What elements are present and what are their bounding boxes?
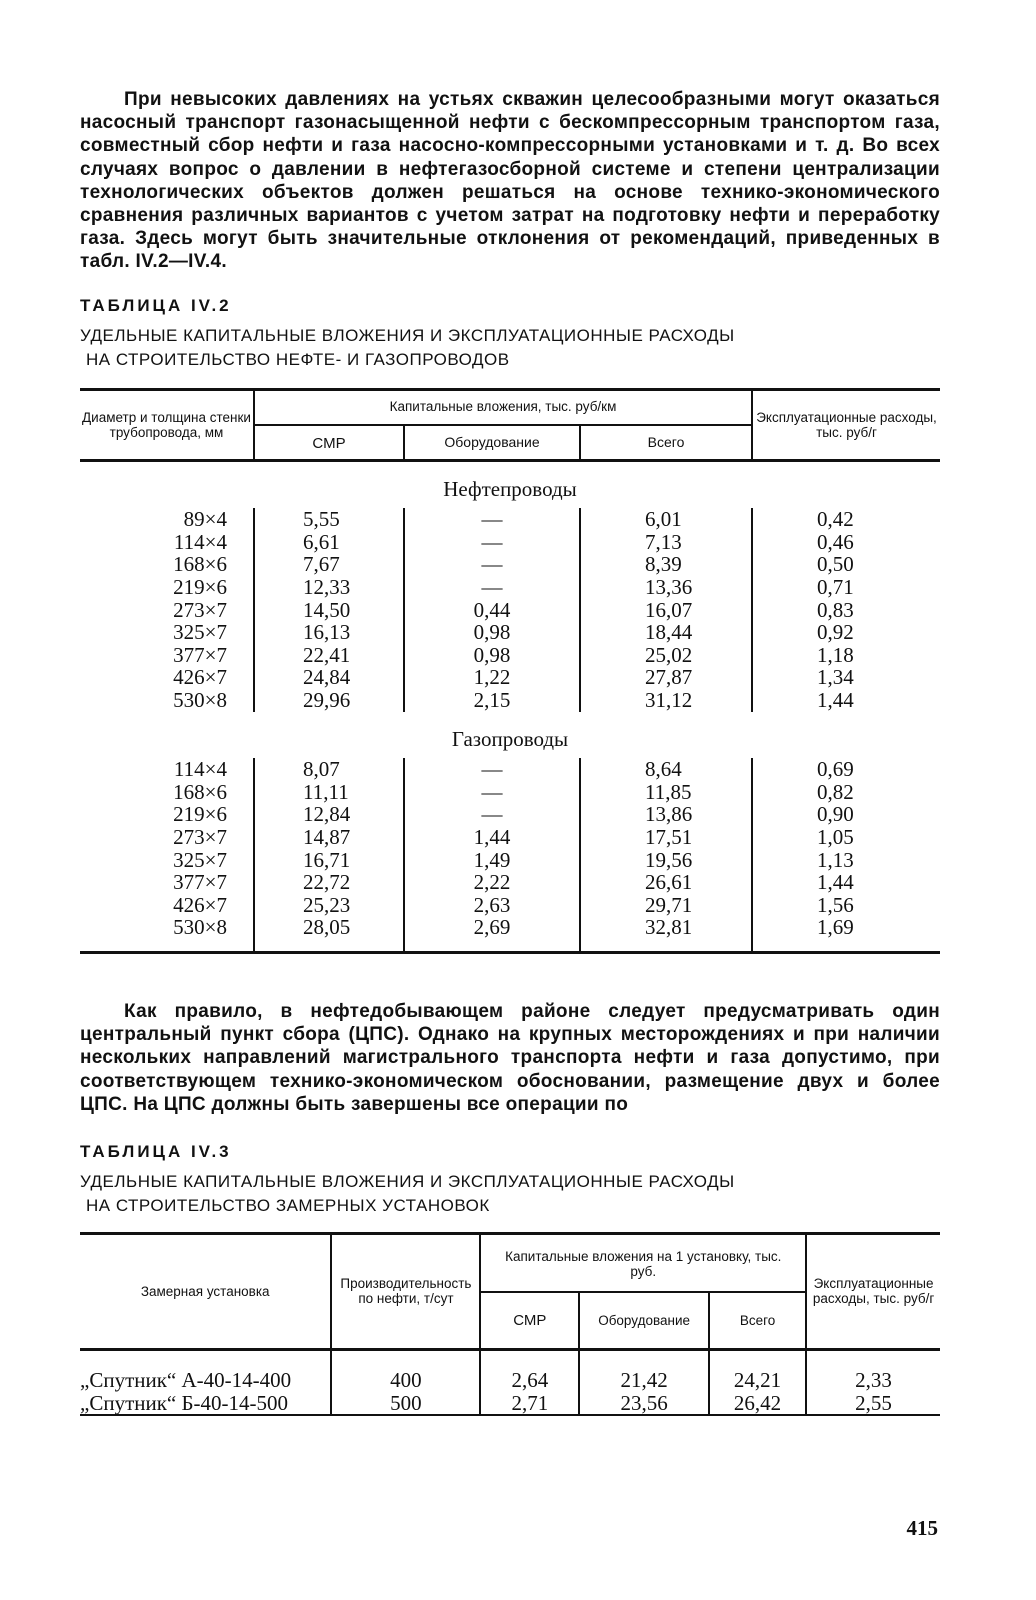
table-cell: 2,55 bbox=[806, 1392, 940, 1416]
header-capacity: Производительность по нефти, т/сут bbox=[331, 1233, 480, 1349]
table-cell: 219×6 bbox=[173, 802, 227, 827]
table-row bbox=[80, 689, 940, 712]
table-cell: 7,67 bbox=[254, 553, 404, 576]
table-cell: 2,22 bbox=[404, 871, 580, 894]
table-cell: 2,63 bbox=[404, 894, 580, 917]
section-title: Нефтепроводы bbox=[443, 476, 577, 501]
table-cell: 500 bbox=[331, 1392, 480, 1416]
table-cell: — bbox=[404, 553, 580, 576]
header-total3: Всего bbox=[709, 1292, 806, 1350]
table-cell: 13,36 bbox=[580, 576, 752, 599]
table-cell: 21,42 bbox=[579, 1349, 709, 1391]
table-cell: 400 bbox=[331, 1349, 480, 1391]
table-cell: 32,81 bbox=[580, 916, 752, 952]
table-row bbox=[80, 508, 940, 531]
table-cell: 325×7 bbox=[173, 847, 227, 872]
table-row bbox=[80, 621, 940, 644]
table-row bbox=[80, 803, 940, 826]
table-iv3-title-line2: НА СТРОИТЕЛЬСТВО ЗАМЕРНЫХ УСТАНОВОК bbox=[86, 1195, 490, 1215]
table-cell: 0,82 bbox=[752, 781, 940, 804]
table-cell: 114×4 bbox=[173, 757, 227, 782]
table-cell: 23,56 bbox=[579, 1392, 709, 1416]
table-cell: 426×7 bbox=[173, 665, 227, 690]
table-cell: — bbox=[404, 781, 580, 804]
table-cell: 0,90 bbox=[752, 803, 940, 826]
section-title: Газопроводы bbox=[451, 726, 569, 751]
table-iv3-title bbox=[80, 1170, 940, 1218]
table-cell: 25,23 bbox=[254, 894, 404, 917]
table-cell: 27,87 bbox=[580, 666, 752, 689]
table-cell: 11,85 bbox=[580, 781, 752, 804]
table-cell: 29,71 bbox=[580, 894, 752, 917]
table-row bbox=[80, 531, 940, 554]
table-row bbox=[80, 916, 940, 952]
table-cell: 28,05 bbox=[254, 916, 404, 952]
table-cell: 8,07 bbox=[254, 758, 404, 781]
table-cell: 2,71 bbox=[480, 1392, 579, 1416]
table-cell: 31,12 bbox=[580, 689, 752, 712]
table-cell: 12,33 bbox=[254, 576, 404, 599]
header-operating: Эксплуатационные расходы, тыс. руб/г bbox=[752, 389, 940, 460]
page-number: 415 bbox=[906, 1516, 938, 1540]
table-iv2-title bbox=[80, 324, 940, 372]
header-capital3: Капитальные вложения на 1 установку, тыс. руб. bbox=[480, 1233, 806, 1292]
table-iv3-title-line1: УДЕЛЬНЫЕ КАПИТАЛЬНЫЕ ВЛОЖЕНИЯ И ЭКСПЛУАТАЦИОННЫЕ РАСХОДЫ bbox=[80, 1171, 735, 1191]
table-iv2-title-line1: УДЕЛЬНЫЕ КАПИТАЛЬНЫЕ ВЛОЖЕНИЯ И ЭКСПЛУАТАЦИОННЫЕ РАСХОДЫ bbox=[80, 325, 735, 345]
header-equipment3: Оборудование bbox=[579, 1292, 709, 1350]
table-cell: 273×7 bbox=[173, 824, 227, 849]
table-cell: 22,72 bbox=[254, 871, 404, 894]
table-cell: 0,44 bbox=[404, 599, 580, 622]
table-cell: — bbox=[404, 576, 580, 599]
table-cell: — bbox=[404, 508, 580, 531]
table-cell: 0,50 bbox=[752, 553, 940, 576]
table-cell: 24,21 bbox=[709, 1349, 806, 1391]
table-row bbox=[80, 599, 940, 622]
table-cell: 12,84 bbox=[254, 803, 404, 826]
table-cell: — bbox=[404, 803, 580, 826]
table-cell: 0,92 bbox=[752, 621, 940, 644]
table-row bbox=[80, 1349, 940, 1391]
table-cell: 6,61 bbox=[254, 531, 404, 554]
table-cell: 0,98 bbox=[404, 644, 580, 667]
header-operating3: Эксплуатационные расходы, тыс. руб/г bbox=[806, 1233, 940, 1349]
table-row bbox=[80, 1392, 940, 1416]
table-iv2-title-line2: НА СТРОИТЕЛЬСТВО НЕФТЕ- И ГАЗОПРОВОДОВ bbox=[86, 349, 510, 369]
table-cell: — bbox=[404, 531, 580, 554]
table-cell: 0,83 bbox=[752, 599, 940, 622]
table-cell: 7,13 bbox=[580, 531, 752, 554]
header-smr: СМР bbox=[254, 425, 404, 461]
table-cell: 530×8 bbox=[173, 915, 227, 940]
header-smr3: СМР bbox=[480, 1292, 579, 1350]
table-cell: 8,39 bbox=[580, 553, 752, 576]
table-cell: 426×7 bbox=[173, 892, 227, 917]
table-cell: 16,07 bbox=[580, 599, 752, 622]
table-iv3-label: ТАБЛИЦА IV.3 bbox=[80, 1141, 232, 1161]
table-cell: 6,01 bbox=[580, 508, 752, 531]
table-row bbox=[80, 826, 940, 849]
table-cell: 114×4 bbox=[173, 529, 227, 554]
table-cell: 25,02 bbox=[580, 644, 752, 667]
table-cell: 1,69 bbox=[752, 916, 940, 952]
table-cell: 1,22 bbox=[404, 666, 580, 689]
table-cell: 1,13 bbox=[752, 849, 940, 872]
table-cell: „Спутник“ Б-40-14-500 bbox=[80, 1390, 289, 1415]
table-iv2-body bbox=[80, 460, 940, 970]
table-cell: 0,71 bbox=[752, 576, 940, 599]
table-cell: 1,34 bbox=[752, 666, 940, 689]
table-cell: 24,84 bbox=[254, 666, 404, 689]
paragraph-intro: При невысоких давлениях на устьях скважин целесообразными могут оказаться насосный транспорт газонасыщенной нефти с бескомпрессорным транспортом газа, совместный сбор нефти и газа насосно-компрессорными установками и т. д. Во всех случаях вопрос о давлении в нефтегазосборной системе и степени централизации технологических объектов должен решаться на основе технико-экономического сравнения различных вариантов с учетом затрат на подготовку нефти и переработку газа. Здесь могут быть значительные отклонения от рекомендаций, приведенных в табл. IV.2—IV.4. bbox=[80, 89, 940, 273]
table-cell: 1,44 bbox=[404, 826, 580, 849]
table-cell: 168×6 bbox=[173, 779, 227, 804]
table-cell: 14,50 bbox=[254, 599, 404, 622]
table-cell: 377×7 bbox=[173, 642, 227, 667]
table-cell: „Спутник“ А-40-14-400 bbox=[80, 1367, 292, 1392]
table-cell: 1,44 bbox=[752, 871, 940, 894]
table-row bbox=[80, 553, 940, 576]
table-cell: 14,87 bbox=[254, 826, 404, 849]
table-cell: 377×7 bbox=[173, 870, 227, 895]
table-cell: 26,61 bbox=[580, 871, 752, 894]
table-cell: 29,96 bbox=[254, 689, 404, 712]
table-cell: 8,64 bbox=[580, 758, 752, 781]
table-row bbox=[80, 644, 940, 667]
header-unit: Замерная установка bbox=[140, 1283, 270, 1299]
rule-cell bbox=[80, 952, 940, 970]
table-cell: 5,55 bbox=[254, 508, 404, 531]
table-cell: 273×7 bbox=[173, 597, 227, 622]
table-cell: 530×8 bbox=[173, 687, 227, 712]
table-row bbox=[80, 894, 940, 917]
table-cell: 13,86 bbox=[580, 803, 752, 826]
table-cell: 1,56 bbox=[752, 894, 940, 917]
table-cell: — bbox=[404, 758, 580, 781]
table-cell: 1,05 bbox=[752, 826, 940, 849]
table-row bbox=[80, 781, 940, 804]
table-cell: 16,71 bbox=[254, 849, 404, 872]
table-iv2 bbox=[80, 388, 940, 970]
table-row bbox=[80, 871, 940, 894]
table-cell: 219×6 bbox=[173, 575, 227, 599]
section-row bbox=[80, 460, 940, 508]
page-content bbox=[80, 88, 940, 1416]
table-cell: 0,98 bbox=[404, 621, 580, 644]
table-cell: 168×6 bbox=[173, 552, 227, 577]
paragraph-cps: Как правило, в нефтедобывающем районе следует предусматривать один центральный пункт сбора (ЦПС). Однако на крупных месторождениях и при наличии нескольких направлений магистрального транспорта нефти и газа допустимо, при соответствующем технико-экономическом обосновании, размещение двух и более ЦПС. На ЦПС должны быть завершены все операции по bbox=[80, 1000, 940, 1115]
header-total: Всего bbox=[580, 425, 752, 461]
table-cell: 11,11 bbox=[254, 781, 404, 804]
table-cell: 2,15 bbox=[404, 689, 580, 712]
table-cell: 17,51 bbox=[580, 826, 752, 849]
table-row bbox=[80, 666, 940, 689]
table-row bbox=[80, 758, 940, 781]
table-cell: 0,46 bbox=[752, 531, 940, 554]
table-cell: 19,56 bbox=[580, 849, 752, 872]
table-cell: 1,49 bbox=[404, 849, 580, 872]
table-cell: 22,41 bbox=[254, 644, 404, 667]
table-bottom-rule bbox=[80, 952, 940, 970]
table-row bbox=[80, 576, 940, 599]
table-cell: 2,69 bbox=[404, 916, 580, 952]
header-equipment: Оборудование bbox=[404, 425, 580, 461]
table-cell: 2,33 bbox=[806, 1349, 940, 1391]
table-cell: 16,13 bbox=[254, 621, 404, 644]
table-row bbox=[80, 849, 940, 872]
table-cell: 325×7 bbox=[173, 620, 227, 645]
header-diameter: Диаметр и толщина стенки трубопровода, мм bbox=[82, 409, 251, 440]
table-cell: 1,18 bbox=[752, 644, 940, 667]
header-capital: Капитальные вложения, тыс. руб/км bbox=[254, 389, 752, 425]
section-row bbox=[80, 712, 940, 759]
table-iv3-body bbox=[80, 1349, 940, 1415]
table-cell: 0,42 bbox=[752, 508, 940, 531]
table-cell: 18,44 bbox=[580, 621, 752, 644]
table-iv2-label: ТАБЛИЦА IV.2 bbox=[80, 295, 232, 315]
table-cell: 0,69 bbox=[752, 758, 940, 781]
table-cell: 26,42 bbox=[709, 1392, 806, 1416]
table-iv3 bbox=[80, 1232, 940, 1416]
table-cell: 89×4 bbox=[183, 507, 227, 532]
table-cell: 2,64 bbox=[480, 1349, 579, 1391]
table-cell: 1,44 bbox=[752, 689, 940, 712]
